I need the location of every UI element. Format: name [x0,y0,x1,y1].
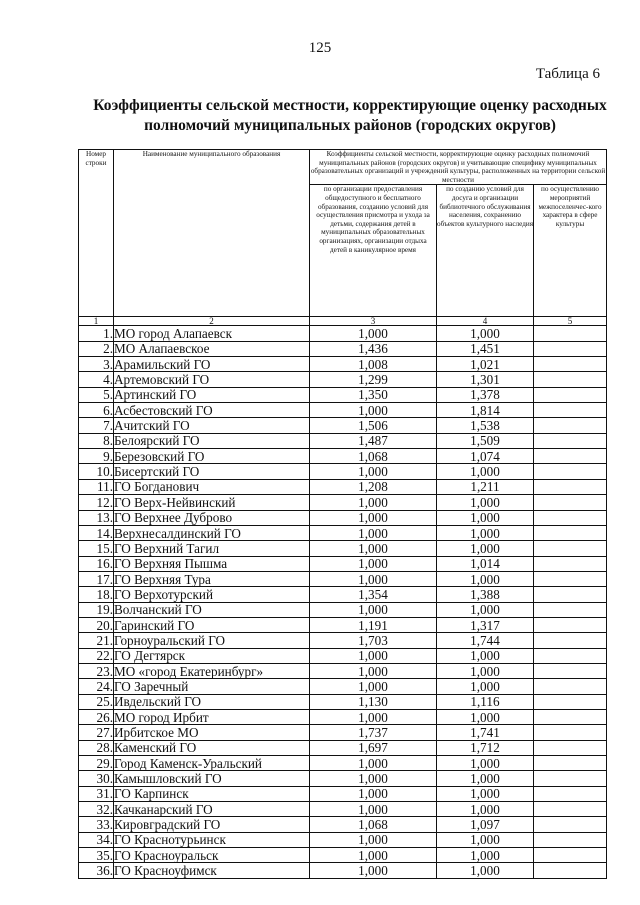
coef-leisure-library: 1,211 [437,479,534,494]
table-row [79,418,607,433]
coef-education: 1,000 [310,510,437,525]
row-number: 6. [79,403,114,418]
municipality-name: Артинский ГО [114,387,310,402]
row-number: 5. [79,387,114,402]
coef-culture-events [534,725,607,740]
coef-education: 1,000 [310,663,437,678]
municipality-name: ГО Верхний Тагил [114,541,310,556]
coef-leisure-library: 1,814 [437,403,534,418]
municipality-name: ГО Верхняя Тура [114,571,310,586]
municipality-name: Качканарский ГО [114,802,310,817]
municipality-name: ГО Краснотурьинск [114,832,310,847]
coef-education: 1,000 [310,464,437,479]
table-row [79,556,607,571]
coef-culture-events [534,479,607,494]
municipality-name: Асбестовский ГО [114,403,310,418]
coef-leisure-library: 1,000 [437,464,534,479]
table-row [79,372,607,387]
coef-culture-events [534,740,607,755]
coef-culture-events [534,495,607,510]
coef-culture-events [534,357,607,372]
coef-leisure-library: 1,116 [437,694,534,709]
title-line-2: полномочий муниципальных районов (городских округов) [144,117,556,134]
coef-leisure-library: 1,000 [437,832,534,847]
table-row [79,832,607,847]
coef-leisure-library: 1,317 [437,617,534,632]
coef-culture-events [534,663,607,678]
row-number: 3. [79,357,114,372]
coef-culture-events [534,602,607,617]
coef-culture-events [534,372,607,387]
page-number: 125 [308,40,332,56]
municipality-name: ГО Верхотурский [114,587,310,602]
coef-culture-events [534,863,607,878]
coef-culture-events [534,510,607,525]
row-number: 33. [79,817,114,832]
coef-education: 1,354 [310,587,437,602]
column-index-cell: 4 [437,317,534,326]
municipality-name: МО город Ирбит [114,709,310,724]
coef-leisure-library: 1,014 [437,556,534,571]
row-number: 4. [79,372,114,387]
coef-education: 1,208 [310,479,437,494]
coef-culture-events [534,464,607,479]
coef-education: 1,299 [310,372,437,387]
coef-education: 1,000 [310,709,437,724]
document-title [90,96,610,136]
municipality-name: ГО Красноуфимск [114,863,310,878]
coef-education: 1,068 [310,817,437,832]
municipality-name: Артемовский ГО [114,372,310,387]
coef-leisure-library: 1,000 [437,786,534,801]
table-row [79,449,607,464]
column-index-cell: 3 [310,317,437,326]
row-number: 24. [79,679,114,694]
coef-leisure-library: 1,000 [437,756,534,771]
row-number: 7. [79,418,114,433]
table-row [79,802,607,817]
table-row [79,709,607,724]
coef-education: 1,000 [310,848,437,863]
row-number: 19. [79,602,114,617]
coef-culture-events [534,802,607,817]
coef-leisure-library: 1,000 [437,663,534,678]
coef-leisure-library: 1,000 [437,326,534,341]
row-number: 26. [79,709,114,724]
municipality-name: ГО Верхняя Пышма [114,556,310,571]
coef-leisure-library: 1,741 [437,725,534,740]
table-row [79,464,607,479]
coef-culture-events [534,403,607,418]
table-row [79,525,607,540]
municipality-name: Арамильский ГО [114,357,310,372]
table-row [79,326,607,341]
row-number: 2. [79,341,114,356]
coef-education: 1,008 [310,357,437,372]
coef-education: 1,000 [310,756,437,771]
coef-culture-events [534,341,607,356]
table-row [79,694,607,709]
municipality-name: Камышловский ГО [114,771,310,786]
coef-leisure-library: 1,021 [437,357,534,372]
coef-leisure-library: 1,388 [437,587,534,602]
row-number: 20. [79,617,114,632]
municipality-name: ГО Дегтярск [114,648,310,663]
coef-education: 1,737 [310,725,437,740]
coef-leisure-library: 1,000 [437,848,534,863]
municipality-name: ГО Заречный [114,679,310,694]
coef-culture-events [534,786,607,801]
coef-culture-events [534,617,607,632]
municipality-name: ГО Красноуральск [114,848,310,863]
row-number: 14. [79,525,114,540]
header-coefficients-group: Коэффициенты сельской местности, корректирующие оценку расходных полномочий муниципальных районов (городских округов) и учитывающие специфику муниципальных образовательных организаций и учреждений культуры, расположенных на территории сельской местности [310,150,606,184]
table-row [79,510,607,525]
table-row [79,817,607,832]
coef-culture-events [534,709,607,724]
coef-education: 1,703 [310,633,437,648]
row-number: 17. [79,571,114,586]
coef-leisure-library: 1,000 [437,510,534,525]
coef-culture-events [534,525,607,540]
coef-education: 1,000 [310,571,437,586]
table-row [79,786,607,801]
coef-culture-events [534,832,607,847]
row-number: 18. [79,587,114,602]
table-row [79,740,607,755]
coef-education: 1,000 [310,832,437,847]
coef-leisure-library: 1,000 [437,602,534,617]
coef-leisure-library: 1,000 [437,771,534,786]
title-line-1: Коэффициенты сельской местности, корректирующие оценку расходных [93,97,607,114]
municipality-name: ГО Верх-Нейвинский [114,495,310,510]
coef-leisure-library: 1,000 [437,525,534,540]
coef-leisure-library: 1,509 [437,433,534,448]
coef-culture-events [534,679,607,694]
coef-culture-events [534,694,607,709]
coef-education: 1,487 [310,433,437,448]
coef-leisure-library: 1,744 [437,633,534,648]
coef-education: 1,130 [310,694,437,709]
coef-culture-events [534,587,607,602]
row-number: 1. [79,326,114,341]
coef-culture-events [534,817,607,832]
coef-culture-events [534,771,607,786]
coef-culture-events [534,387,607,402]
row-number: 9. [79,449,114,464]
header-col-culture-events: по осуществлению мероприятий межпоселенчес-кого характера в сфере культуры [534,185,607,317]
column-index-cell: 2 [114,317,310,326]
coef-culture-events [534,648,607,663]
coef-culture-events [534,633,607,648]
coef-education: 1,000 [310,786,437,801]
coef-education: 1,000 [310,495,437,510]
municipality-name: Верхнесалдинский ГО [114,525,310,540]
coef-education: 1,000 [310,541,437,556]
header-col-leisure-library: по созданию условий для досуга и организации библиотечного обслуживания населения, сохранению объектов культурного наследия [437,185,534,317]
coef-education: 1,350 [310,387,437,402]
municipality-name: Березовский ГО [114,449,310,464]
coef-leisure-library: 1,000 [437,802,534,817]
row-number: 30. [79,771,114,786]
municipality-name: МО «город Екатеринбург» [114,663,310,678]
coefficients-table [78,149,607,879]
coef-leisure-library: 1,538 [437,418,534,433]
coef-leisure-library: 1,301 [437,372,534,387]
row-number: 31. [79,786,114,801]
coef-education: 1,068 [310,449,437,464]
column-index-cell: 1 [79,317,114,326]
coef-culture-events [534,418,607,433]
table-row [79,495,607,510]
coef-education: 1,000 [310,679,437,694]
coef-education: 1,697 [310,740,437,755]
table-row [79,587,607,602]
table-row [79,479,607,494]
row-number: 10. [79,464,114,479]
header-row-number: Номер строки [79,150,114,317]
coef-culture-events [534,433,607,448]
municipality-name: ГО Карпинск [114,786,310,801]
coef-leisure-library: 1,097 [437,817,534,832]
coef-leisure-library: 1,712 [437,740,534,755]
coef-education: 1,000 [310,525,437,540]
coef-leisure-library: 1,074 [437,449,534,464]
row-number: 25. [79,694,114,709]
coef-culture-events [534,556,607,571]
coef-education: 1,000 [310,556,437,571]
coef-leisure-library: 1,000 [437,863,534,878]
column-index-cell: 5 [534,317,607,326]
row-number: 35. [79,848,114,863]
row-number: 29. [79,756,114,771]
row-number: 22. [79,648,114,663]
coef-culture-events [534,756,607,771]
row-number: 11. [79,479,114,494]
coef-culture-events [534,541,607,556]
municipality-name: Каменский ГО [114,740,310,755]
municipality-name: ГО Верхнее Дуброво [114,510,310,525]
row-number: 36. [79,863,114,878]
coef-leisure-library: 1,000 [437,541,534,556]
table-row [79,725,607,740]
table-row [79,403,607,418]
row-number: 8. [79,433,114,448]
coef-education: 1,436 [310,341,437,356]
municipality-name: Ивдельский ГО [114,694,310,709]
coef-education: 1,000 [310,648,437,663]
table-body [79,326,607,878]
table-row [79,771,607,786]
coef-education: 1,000 [310,326,437,341]
table-row [79,341,607,356]
coef-education: 1,000 [310,802,437,817]
coef-leisure-library: 1,000 [437,648,534,663]
row-number: 15. [79,541,114,556]
municipality-name: Ирбитское МО [114,725,310,740]
municipality-name: ГО Богданович [114,479,310,494]
municipality-name: Город Каменск-Уральский [114,756,310,771]
municipality-name: Волчанский ГО [114,602,310,617]
table-row [79,679,607,694]
municipality-name: Кировградский ГО [114,817,310,832]
coef-leisure-library: 1,000 [437,495,534,510]
table-row [79,648,607,663]
coef-culture-events [534,571,607,586]
row-number: 16. [79,556,114,571]
row-number: 21. [79,633,114,648]
municipality-name: Ачитский ГО [114,418,310,433]
table-row [79,387,607,402]
table-row [79,848,607,863]
column-index-row [79,317,607,326]
coef-leisure-library: 1,000 [437,679,534,694]
municipality-name: Белоярский ГО [114,433,310,448]
coef-education: 1,000 [310,771,437,786]
coef-leisure-library: 1,378 [437,387,534,402]
table-row [79,663,607,678]
table-row [79,541,607,556]
table-row [79,633,607,648]
row-number: 13. [79,510,114,525]
coef-leisure-library: 1,000 [437,571,534,586]
coef-culture-events [534,449,607,464]
coef-education: 1,506 [310,418,437,433]
row-number: 23. [79,663,114,678]
row-number: 32. [79,802,114,817]
table-row [79,357,607,372]
coef-education: 1,000 [310,602,437,617]
coef-culture-events [534,326,607,341]
coef-education: 1,000 [310,863,437,878]
table-row [79,602,607,617]
coef-education: 1,191 [310,617,437,632]
table-row [79,571,607,586]
row-number: 27. [79,725,114,740]
table-row [79,863,607,878]
table-row [79,433,607,448]
coef-culture-events [534,848,607,863]
header-name: Наименование муниципального образования [114,150,310,317]
table-row [79,617,607,632]
header-col-education: по организации предоставления общедоступного и бесплатного образования, созданию условий для осуществления присмотра и ухода за детьми, содержания детей в муниципальных образовательных организациях, организации отдыха детей в каникулярное время [310,185,437,317]
row-number: 28. [79,740,114,755]
table-row [79,756,607,771]
municipality-name: МО Алапаевское [114,341,310,356]
municipality-name: Бисертский ГО [114,464,310,479]
row-number: 12. [79,495,114,510]
coef-leisure-library: 1,000 [437,709,534,724]
row-number: 34. [79,832,114,847]
municipality-name: МО город Алапаевск [114,326,310,341]
coef-leisure-library: 1,451 [437,341,534,356]
municipality-name: Горноуральский ГО [114,633,310,648]
municipality-name: Гаринский ГО [114,617,310,632]
table-label: Таблица 6 [535,66,600,82]
coef-education: 1,000 [310,403,437,418]
